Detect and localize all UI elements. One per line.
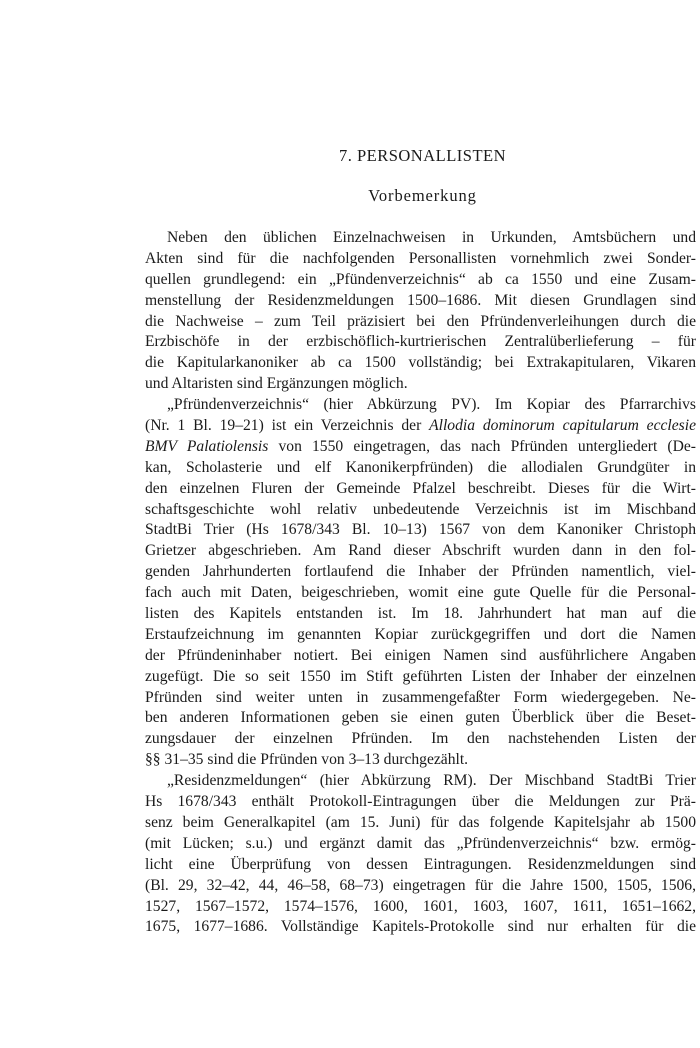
text-line — [145, 855, 696, 876]
text-line — [145, 520, 696, 541]
text-segment: (Bl. 29, 32–42, 44, 46–58, 68–73) eingetragen für die Jahre 1500, 1505, 1506, — [145, 876, 696, 894]
text-line — [145, 771, 696, 792]
text-segment: fach auch mit Daten, beigeschrieben, womit eine gute Quelle für die Personal- — [145, 584, 696, 602]
text-segment: Erzbischöfe in der erzbischöflich-kurtrierischen Zentralüberlieferung – für — [145, 333, 696, 351]
text-line — [145, 270, 696, 291]
text-segment: Akten sind für die nachfolgenden Personallisten vornehmlich zwei Sonder- — [145, 249, 696, 267]
text-segment: 1675, 1677–1686. Vollständige Kapitels-Protokolle sind nur erhalten für die — [145, 918, 696, 936]
text-segment: von 1550 eingetragen, das nach Pfründen untergliedert (De- — [268, 437, 696, 455]
text-segment: Hs 1678/343 enthält Protokoll-Eintragungen über die Meldungen zur Prä- — [145, 793, 696, 811]
text-line — [145, 708, 696, 729]
text-line — [145, 897, 696, 918]
text-segment: Grietzer abgeschrieben. Am Rand dieser Abschrift wurden dann in den fol- — [145, 542, 696, 560]
text-line — [145, 917, 696, 938]
text-segment: die Nachweise – zum Teil präzisiert bei den Pfründenverleihungen durch die — [145, 312, 696, 330]
text-segment: der Pfründeninhaber notiert. Bei einigen Namen sind ausführlichere Angaben — [145, 646, 696, 664]
text-segment: zugefügt. Die so seit 1550 im Stift geführten Listen der Inhaber der einzelnen — [145, 667, 696, 685]
text-segment: genden Jahrhunderten fortlaufend die Inhaber der Pfründen namentlich, viel- — [145, 563, 696, 581]
text-segment: (Nr. 1 Bl. 19–21) ist ein Verzeichnis der — [145, 417, 430, 435]
body-text — [145, 228, 696, 938]
text-line — [145, 583, 696, 604]
text-line — [145, 395, 696, 416]
text-segment: menstellung der Residenzmeldungen 1500–1686. Mit diesen Grundlagen sind — [145, 291, 696, 309]
text-line — [145, 562, 696, 583]
text-segment: Pfründen sind weiter unten in zusammengefaßter Form wiedergegeben. Ne- — [145, 688, 696, 706]
text-line — [145, 729, 696, 750]
text-line — [145, 667, 696, 688]
text-segment: §§ 31–35 sind die Pfründen von 3–13 durchgezählt. — [145, 751, 469, 769]
text-line — [145, 646, 696, 667]
text-line — [145, 876, 696, 897]
text-segment: senz beim Generalkapitel (am 15. Juni) für das folgende Kapitelsjahr ab 1500 — [145, 813, 696, 831]
text-line — [145, 604, 696, 625]
text-segment: Neben den üblichen Einzelnachweisen in Urkunden, Amtsbüchern und — [167, 229, 696, 246]
text-line — [145, 374, 696, 395]
text-segment: „Residenzmeldungen“ (hier Abkürzung RM). Der Mischband StadtBi Trier — [167, 772, 696, 790]
text-segment: schaftsgeschichte wohl relativ unbedeutende Verzeichnis ist im Mischband — [145, 500, 696, 518]
text-line — [145, 416, 696, 437]
text-segment: zungsdauer der einzelnen Pfründen. Im den nachstehenden Listen der — [145, 730, 696, 748]
text-line — [145, 479, 696, 500]
text-line — [145, 228, 696, 249]
text-line — [145, 688, 696, 709]
text-segment: (mit Lücken; s.u.) und ergänzt damit das „Pfründenverzeichnis“ bzw. ermög- — [145, 834, 696, 852]
text-segment: und Altaristen sind Ergänzungen möglich. — [145, 375, 408, 393]
text-segment: listen des Kapitels entstanden ist. Im 18. Jahrhundert hat man auf die — [145, 605, 696, 623]
text-line — [145, 437, 696, 458]
text-segment: licht eine Überprüfung von dessen Eintragungen. Residenzmeldungen sind — [145, 855, 696, 873]
text-line — [145, 813, 696, 834]
italic-text-segment: Allodia dominorum capitularum ecclesie — [429, 417, 696, 435]
text-line — [145, 291, 696, 312]
text-line — [145, 541, 696, 562]
text-line — [145, 312, 696, 333]
text-segment: den einzelnen Fluren der Gemeinde Pfalzel beschreibt. Dieses für die Wirt- — [145, 479, 696, 497]
text-segment: die Kapitularkanoniker ab ca 1500 vollständig; bei Extrakapitularen, Vikaren — [145, 354, 696, 372]
text-segment: quellen grundlegend: ein „Pfündenverzeichnis“ ab ca 1550 und eine Zusam- — [145, 270, 696, 288]
section-subtitle: Vorbemerkung — [368, 186, 477, 205]
text-line — [145, 458, 696, 479]
chapter-title: 7. PERSONALLISTEN — [338, 146, 507, 165]
text-line — [145, 792, 696, 813]
text-line — [145, 625, 696, 646]
text-segment: Erstaufzeichnung im genannten Kopiar zurückgegriffen und dort die Namen — [145, 625, 696, 643]
text-line — [145, 249, 696, 270]
text-segment: kan, Scholasterie und elf Kanonikerpfründen) die allodialen Grundgüter in — [145, 458, 696, 476]
text-line — [145, 332, 696, 353]
text-line — [145, 834, 696, 855]
text-segment: ben anderen Informationen geben sie einen guten Überblick über die Beset- — [145, 709, 696, 727]
text-line — [145, 353, 696, 374]
text-line — [145, 500, 696, 521]
italic-text-segment: BMV Palatiolensis — [145, 437, 269, 455]
text-segment: StadtBi Trier (Hs 1678/343 Bl. 10–13) 1567 von dem Kanoniker Christoph — [145, 521, 696, 539]
text-segment: 1527, 1567–1572, 1574–1576, 1600, 1601, 1603, 1607, 1611, 1651–1662, — [145, 897, 696, 915]
text-segment: „Pfründenverzeichnis“ (hier Abkürzung PV). Im Kopiar des Pfarrarchivs — [167, 396, 696, 414]
text-line — [145, 750, 696, 771]
